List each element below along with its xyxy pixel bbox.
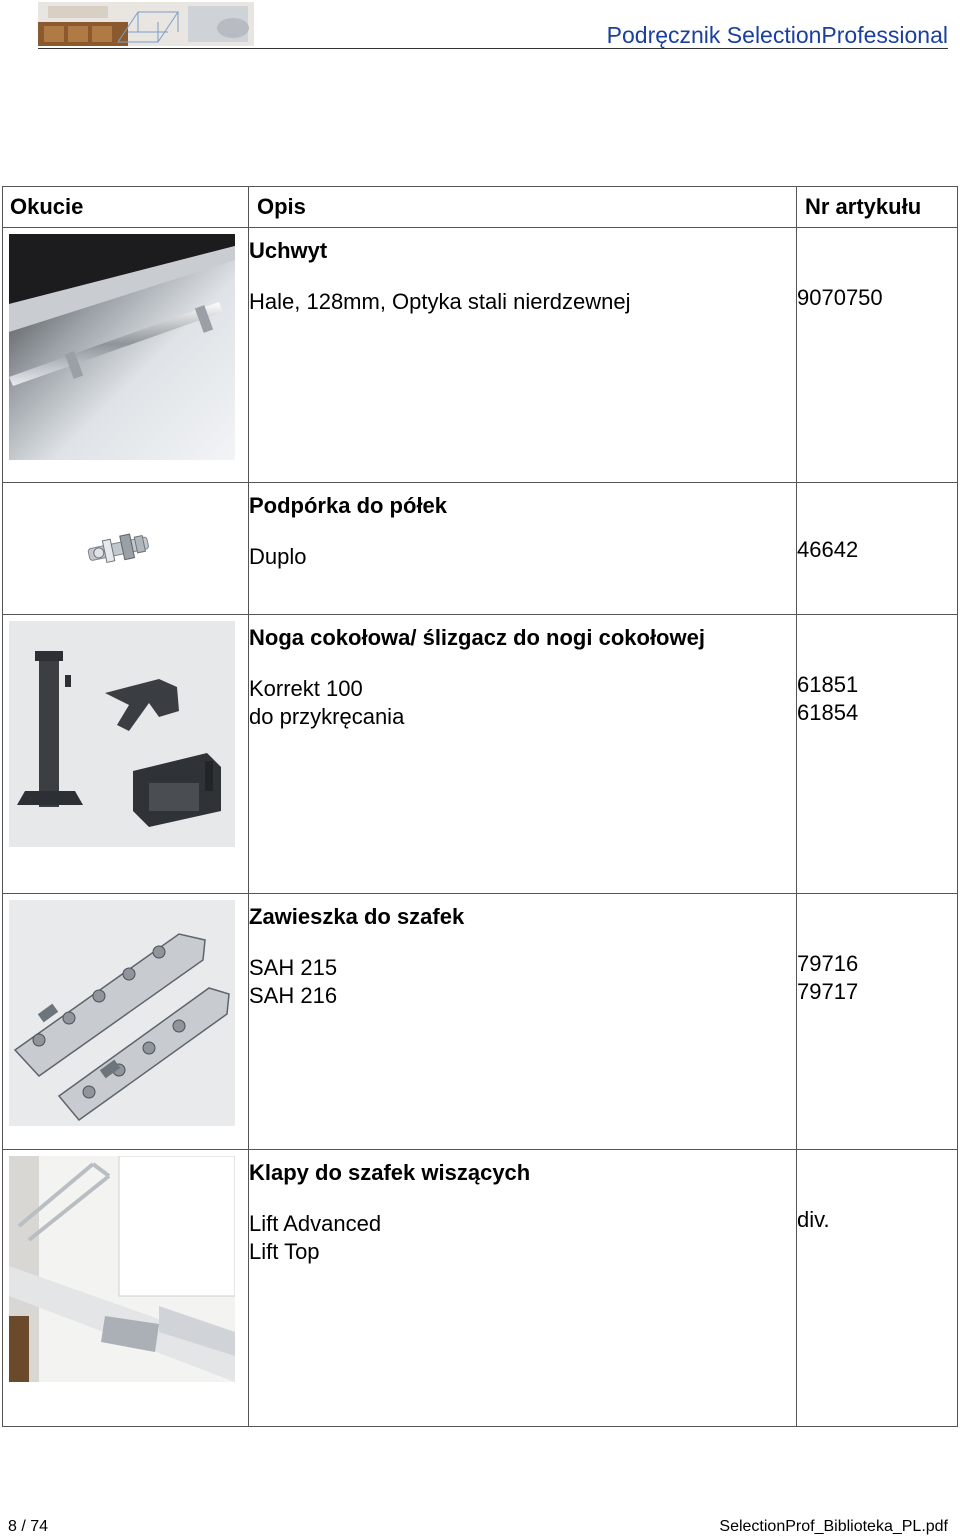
column-header-nr-artykulu: Nr artykułu [797,187,958,228]
article-number: 61851 [797,672,859,697]
parts-table [2,186,958,1427]
column-header-opis: Opis [249,187,797,228]
article-cell [797,228,958,483]
article-number: 61854 [797,700,859,725]
product-title: Uchwyt [249,238,328,263]
description-cell [249,615,797,894]
table-row [3,1150,958,1427]
article-number: div. [797,1207,830,1232]
stainless-handle-photo [9,234,235,460]
article-number: 79717 [797,979,859,1004]
table-row [3,483,958,615]
product-image-cell [3,483,249,615]
product-image-cell [3,1150,249,1427]
plinth-leg-photo [9,621,235,847]
lift-flap-photo [9,1156,235,1382]
table-row [3,615,958,894]
table-header-row [3,187,958,228]
article-cell [797,483,958,615]
article-number: 9070750 [797,285,883,310]
article-cell [797,894,958,1150]
article-number: 46642 [797,537,859,562]
product-image-cell [3,894,249,1150]
product-variant: SAH 215 [249,955,338,981]
product-title: Zawieszka do szafek [249,904,465,929]
product-variant: SAH 216 [249,983,338,1009]
document-title: Podręcznik SelectionProfessional [606,22,948,48]
table-row [3,894,958,1150]
header-divider [38,48,948,49]
product-title: Klapy do szafek wiszących [249,1160,531,1185]
description-cell [249,228,797,483]
file-name: SelectionProf_Biblioteka_PL.pdf [719,1518,948,1535]
product-variant: Korrekt 100 [249,676,363,702]
product-image-cell [3,228,249,483]
page-number: 8 / 74 [8,1518,49,1535]
product-variant: Lift Advanced [249,1211,382,1237]
product-image-cell [3,615,249,894]
shelf-support-photo [9,483,239,603]
product-variant: do przykręcania [249,704,405,730]
table-row [3,228,958,483]
article-number: 79716 [797,951,859,976]
product-variant: Lift Top [249,1239,320,1265]
product-title: Noga cokołowa/ ślizgacz do nogi cokołowej [249,625,705,650]
description-cell [249,483,797,615]
column-header-okucie: Okucie [3,187,249,228]
description-cell [249,1150,797,1427]
product-variant: Duplo [249,544,307,570]
product-variant: Hale, 128mm, Optyka stali nierdzewnej [249,289,631,315]
cabinet-hanger-photo [9,900,235,1126]
article-cell [797,1150,958,1427]
kitchen-design-logo [38,2,254,46]
article-cell [797,615,958,894]
description-cell [249,894,797,1150]
product-title: Podpórka do półek [249,493,448,518]
